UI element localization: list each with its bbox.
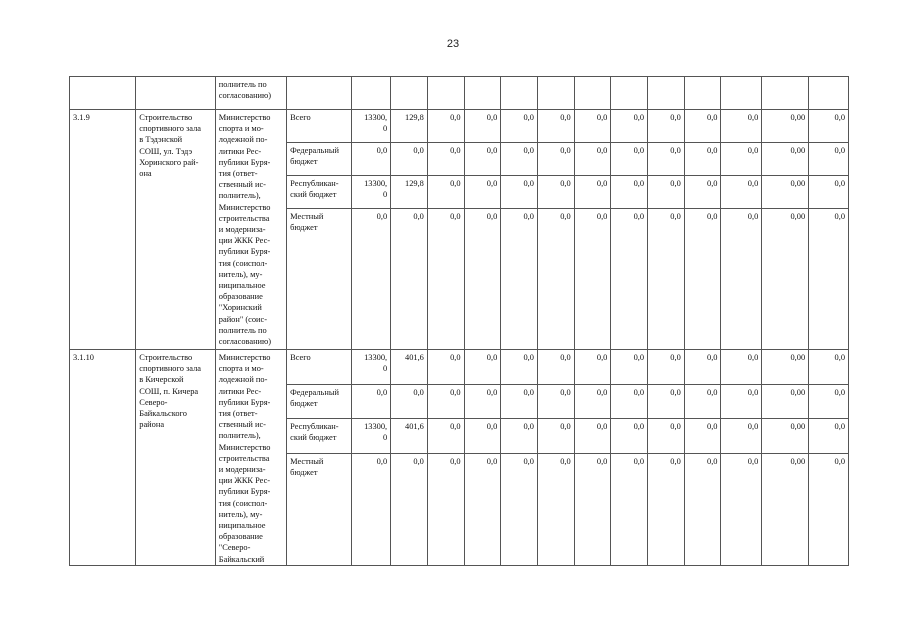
funding-value: 0,0	[574, 209, 611, 350]
funding-value: 0,0	[611, 143, 648, 176]
funding-value: 0,0	[501, 110, 538, 143]
funding-value: 0,0	[574, 384, 611, 419]
funding-value: 0,0	[537, 176, 574, 209]
funding-value: 0,0	[501, 176, 538, 209]
funding-value: 0,0	[648, 209, 685, 350]
funding-value: 0,0	[611, 384, 648, 419]
funding-value: 0,0	[809, 110, 849, 143]
funding-value: 0,0	[611, 419, 648, 454]
funding-value: 0,0	[809, 176, 849, 209]
value-cell	[648, 77, 685, 110]
funding-value: 0,0	[464, 110, 501, 143]
funding-value: 0,00	[762, 110, 809, 143]
funding-value: 0,0	[427, 209, 464, 350]
funding-source: Всего	[287, 110, 352, 143]
funding-value: 129,8	[391, 110, 428, 143]
funding-value: 129,8	[391, 176, 428, 209]
value-cell	[574, 77, 611, 110]
funding-value: 0,0	[611, 453, 648, 565]
measure-code: 3.1.9	[70, 110, 136, 350]
funding-value: 0,0	[464, 209, 501, 350]
source-cell	[287, 77, 352, 110]
funding-value: 0,0	[684, 110, 721, 143]
value-cell	[537, 77, 574, 110]
continuation-row	[70, 77, 849, 110]
funding-value: 0,0	[352, 143, 391, 176]
funding-value: 0,00	[762, 453, 809, 565]
funding-value: 0,0	[464, 350, 501, 385]
budget-table	[69, 76, 849, 566]
funding-value: 0,0	[721, 350, 762, 385]
funding-value: 0,0	[648, 176, 685, 209]
funding-value: 0,0	[809, 350, 849, 385]
funding-value: 0,0	[809, 209, 849, 350]
funding-value: 0,0	[648, 453, 685, 565]
funding-value: 0,0	[721, 209, 762, 350]
funding-value: 0,0	[537, 209, 574, 350]
funding-value: 0,0	[537, 384, 574, 419]
funding-value: 0,0	[648, 350, 685, 385]
funding-value: 401,6	[391, 350, 428, 385]
funding-value: 0,0	[464, 453, 501, 565]
funding-value: 0,0	[427, 453, 464, 565]
measure-code: 3.1.10	[70, 350, 136, 566]
funding-value: 0,0	[391, 384, 428, 419]
funding-value: 0,0	[501, 419, 538, 454]
page-number: 23	[446, 38, 460, 50]
measure-name: Строительство спортивного зала в Тэдэнской СОШ, ул. Тэдэ Хоринского рай- она	[136, 110, 216, 350]
funding-value: 0,0	[611, 209, 648, 350]
table-row	[70, 350, 849, 385]
funding-value: 0,0	[501, 384, 538, 419]
funding-value: 0,0	[574, 143, 611, 176]
funding-value: 0,0	[574, 453, 611, 565]
funding-value: 0,0	[684, 350, 721, 385]
measure-executor: Министерство спорта и мо- лодежной по- литики Рес- публики Буря- тия (ответ- ственный ис- полнитель), Министерство строительства и модерниза- ции ЖКК Рес- публики Буря- тия (соиспол- нитель), му- ниципальное образование "Хоринский район" (соис- полнитель по согласованию)	[215, 110, 286, 350]
funding-value: 0,0	[648, 143, 685, 176]
funding-value: 0,0	[611, 110, 648, 143]
value-cell	[427, 77, 464, 110]
value-cell	[762, 77, 809, 110]
funding-value: 0,0	[537, 110, 574, 143]
code-cell	[70, 77, 136, 110]
funding-value: 0,0	[352, 384, 391, 419]
value-cell	[684, 77, 721, 110]
funding-value: 0,0	[809, 453, 849, 565]
funding-value: 0,0	[574, 350, 611, 385]
funding-value: 0,0	[352, 209, 391, 350]
funding-value: 0,0	[427, 384, 464, 419]
funding-source: Федеральный бюджет	[287, 143, 352, 176]
value-cell	[501, 77, 538, 110]
funding-value: 0,0	[464, 384, 501, 419]
funding-value: 0,0	[464, 143, 501, 176]
funding-value: 0,0	[427, 110, 464, 143]
value-cell	[809, 77, 849, 110]
funding-source: Республикан- ский бюджет	[287, 419, 352, 454]
funding-value: 0,0	[464, 176, 501, 209]
funding-value: 0,0	[721, 453, 762, 565]
funding-value: 0,0	[648, 419, 685, 454]
funding-value: 0,0	[684, 453, 721, 565]
funding-value: 0,0	[721, 110, 762, 143]
funding-value: 0,00	[762, 419, 809, 454]
funding-value: 0,0	[611, 350, 648, 385]
funding-value: 0,0	[391, 143, 428, 176]
measure-executor: Министерство спорта и мо- лодежной по- литики Рес- публики Буря- тия (ответ- ственный ис- полнитель), Министерство строительства и модерниза- ции ЖКК Рес- публики Буря- тия (соиспол- нитель), му- ниципальное образование "Северо- Байкальский	[215, 350, 286, 566]
funding-source: Местный бюджет	[287, 209, 352, 350]
funding-value: 0,0	[501, 143, 538, 176]
funding-source: Всего	[287, 350, 352, 385]
funding-value: 0,0	[574, 176, 611, 209]
funding-value: 0,0	[427, 350, 464, 385]
funding-value: 0,0	[501, 453, 538, 565]
funding-value: 0,0	[809, 143, 849, 176]
funding-value: 0,0	[721, 176, 762, 209]
funding-value: 0,0	[464, 419, 501, 454]
measure-name: Строительство спортивного зала в Кичерской СОШ, п. Кичера Северо- Байкальского района	[136, 350, 216, 566]
funding-value: 0,0	[352, 453, 391, 565]
value-cell	[352, 77, 391, 110]
funding-value: 0,0	[721, 384, 762, 419]
funding-value: 13300, 0	[352, 350, 391, 385]
funding-value: 13300, 0	[352, 419, 391, 454]
funding-value: 0,0	[537, 419, 574, 454]
funding-value: 0,0	[611, 176, 648, 209]
funding-value: 401,6	[391, 419, 428, 454]
funding-value: 0,0	[648, 110, 685, 143]
funding-value: 0,0	[684, 419, 721, 454]
funding-value: 0,0	[427, 176, 464, 209]
value-cell	[611, 77, 648, 110]
funding-value: 0,0	[391, 453, 428, 565]
funding-value: 0,0	[809, 419, 849, 454]
funding-value: 0,0	[684, 209, 721, 350]
funding-value: 0,0	[574, 110, 611, 143]
funding-value: 0,0	[501, 350, 538, 385]
funding-value: 13300, 0	[352, 176, 391, 209]
funding-value: 0,00	[762, 143, 809, 176]
funding-value: 0,0	[537, 453, 574, 565]
funding-value: 0,00	[762, 384, 809, 419]
funding-value: 0,0	[721, 143, 762, 176]
funding-value: 0,0	[684, 384, 721, 419]
funding-value: 13300, 0	[352, 110, 391, 143]
value-cell	[391, 77, 428, 110]
name-cell	[136, 77, 216, 110]
value-cell	[464, 77, 501, 110]
table-row	[70, 110, 849, 143]
executor-cell: полнитель по согласованию)	[215, 77, 286, 110]
funding-source: Местный бюджет	[287, 453, 352, 565]
funding-value: 0,00	[762, 176, 809, 209]
funding-value: 0,0	[574, 419, 611, 454]
funding-value: 0,0	[427, 143, 464, 176]
funding-value: 0,00	[762, 350, 809, 385]
funding-value: 0,0	[501, 209, 538, 350]
funding-value: 0,0	[427, 419, 464, 454]
funding-value: 0,0	[648, 384, 685, 419]
funding-value: 0,0	[684, 176, 721, 209]
funding-value: 0,0	[391, 209, 428, 350]
funding-value: 0,0	[684, 143, 721, 176]
funding-source: Федеральный бюджет	[287, 384, 352, 419]
funding-value: 0,0	[537, 143, 574, 176]
funding-source: Республикан- ский бюджет	[287, 176, 352, 209]
value-cell	[721, 77, 762, 110]
funding-value: 0,00	[762, 209, 809, 350]
funding-value: 0,0	[809, 384, 849, 419]
funding-value: 0,0	[537, 350, 574, 385]
funding-value: 0,0	[721, 419, 762, 454]
